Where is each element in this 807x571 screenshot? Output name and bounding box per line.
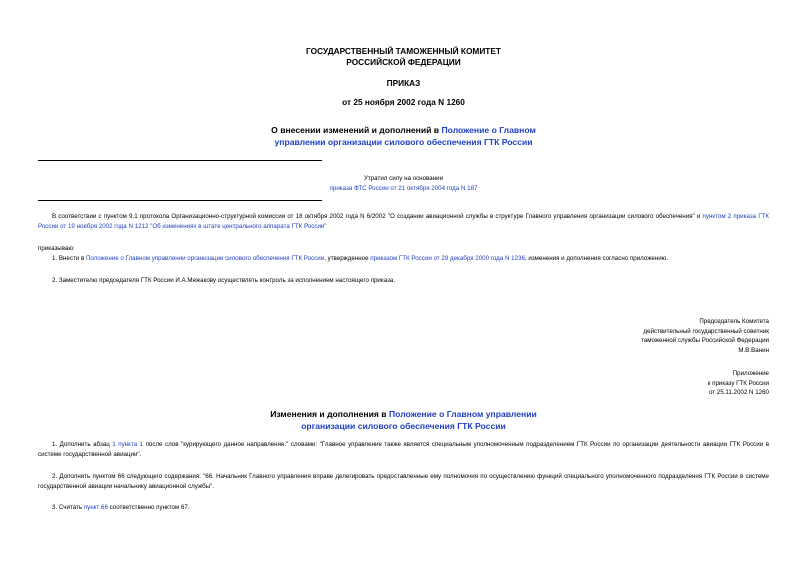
- change-item-1: 1. Дополнить абзац 1 пункта 1 после слов "курирующего данное направление." словами: "Главное управление также является специальным уполномоченным подразделением ГТК России по организации деятельности авиации ГТК России в системе государственной авиации".: [38, 441, 769, 458]
- appendix-block: [708, 369, 769, 398]
- changes-title-link-1[interactable]: Положение о Главном управлении: [388, 409, 537, 419]
- appendix-line-2: к приказу ГТК России: [707, 379, 769, 387]
- changes-title-line2: [0, 420, 807, 432]
- signature-block: [641, 317, 769, 355]
- appendix-line-1: Приложение: [732, 370, 769, 377]
- item1-link-order[interactable]: приказом ГТК России от 29 декабря 2000 года N 1236: [370, 255, 525, 262]
- title-link-1[interactable]: Положение о Главном: [441, 125, 536, 135]
- status-link[interactable]: приказа ФТС России от 21 октября 2004 года N 187: [329, 185, 478, 192]
- signature-line-2: действительный государственный советник: [643, 327, 769, 335]
- preamble-link[interactable]: пунктом 2 приказа ГТК России от 19 ноября 2002 года N 1212 "Об изменениях в штате центрального аппарата ГТК России": [38, 213, 769, 230]
- signature-line-1: Председатель Комитета: [699, 318, 769, 325]
- org-name-line1: ГОСУДАРСТВЕННЫЙ ТАМОЖЕННЫЙ КОМИТЕТ: [306, 46, 501, 56]
- changes-title: [0, 408, 807, 420]
- doc-title-prefix: О внесении изменений и дополнений в: [271, 125, 442, 135]
- prikazyvayu: приказываю:: [38, 245, 75, 252]
- appendix-line-3: от 25.11.2002 N 1260: [708, 389, 769, 396]
- changes-title-link-2[interactable]: организации силового обеспечения ГТК России: [301, 421, 506, 431]
- signature-line-4: М.В.Ванин: [738, 346, 769, 354]
- change-item-2: 2. Дополнить пунктом 66 следующего содержания: "66. Начальник Главного управления вправе делегировать предоставленные ему полномочия по осуществлению функций специального уполномоченного подразделения ГТК России в системе государственной авиации начальнику авиационной службы".: [38, 473, 769, 490]
- order-item-1: 1. Внести в Положение о Главном управлении организации силового обеспечения ГТК России, утвержденное приказом ГТК России от 29 декабря 2000 года N 1236, изменения и дополнения согласно приложению.: [52, 255, 669, 262]
- doc-type: ПРИКАЗ: [386, 78, 421, 88]
- signature-line-3: таможенной службы Российской Федерации: [641, 337, 769, 344]
- org-name-line2: РОССИЙСКОЙ ФЕДЕРАЦИИ: [346, 57, 461, 67]
- doc-title-line2: [0, 136, 807, 148]
- change1-link[interactable]: 1 пункта 1: [112, 441, 144, 448]
- separator-top: [38, 160, 322, 161]
- change-item-3: 3. Считать пункт 66 соответственно пунктом 67.: [52, 504, 190, 511]
- changes-title-prefix: Изменения и дополнения в: [270, 409, 389, 419]
- preamble: В соответствии с пунктом 9.1 протокола Организационно-структурной комиссии от 18 октября 2002 года N 6/2002 "О создании авиационной службы в структуре Главного управления организации силового обеспечения" и пунктом 2 приказа ГТК России от 19 ноября 2002 года N 1212 "Об изменениях в штате центрального аппарата ГТК России": [38, 213, 769, 230]
- item1-link-regulation[interactable]: Положение о Главном управлении организации силового обеспечения ГТК России: [85, 255, 325, 262]
- title-link-2[interactable]: управлении организации силового обеспечения ГТК России: [274, 137, 533, 147]
- order-item-2: 2. Заместителю председателя ГТК России И.А.Межакову осуществлять контроль за исполнением настоящего приказа.: [52, 277, 396, 284]
- status-text: Утратил силу на основании: [363, 175, 444, 182]
- change3-link[interactable]: пункт 66: [83, 504, 108, 511]
- doc-date-number: от 25 ноября 2002 года N 1260: [342, 97, 465, 107]
- separator-bottom: [38, 200, 322, 201]
- doc-title: [0, 124, 807, 136]
